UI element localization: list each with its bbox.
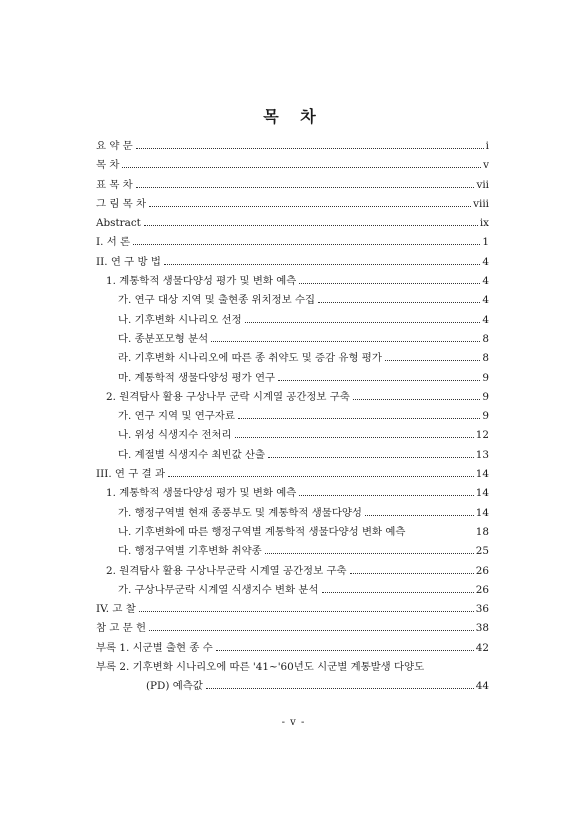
- toc-entry-page: vii: [476, 178, 489, 191]
- toc-entry[interactable]: [96, 581, 489, 600]
- toc-dot-leader: [139, 611, 474, 612]
- toc-entry[interactable]: [96, 484, 489, 503]
- toc-entry-label: 나. 기후변화 시나리오 선정: [118, 313, 242, 326]
- toc-dot-leader: [365, 515, 474, 516]
- toc-entry-page: ix: [479, 217, 489, 230]
- toc-entry[interactable]: [96, 214, 489, 233]
- toc-entry-page: 14: [475, 506, 489, 519]
- toc-entry-page: v: [483, 159, 489, 172]
- toc-entry-page: 14: [475, 487, 489, 500]
- toc-dot-leader: [144, 225, 478, 226]
- toc-entry-label: 다. 계절별 식생지수 최빈값 산출: [118, 448, 265, 461]
- toc-dot-leader: [353, 399, 481, 400]
- toc-entry-label: II. 연 구 방 법: [96, 255, 161, 268]
- toc-entry-page: 9: [482, 410, 489, 423]
- toc-entry[interactable]: [96, 369, 489, 388]
- toc-entry-page: 26: [475, 564, 489, 577]
- toc-entry-page: 13: [475, 448, 489, 461]
- toc-entry[interactable]: [96, 311, 489, 330]
- toc-entry-label: 나. 기후변화에 따른 행정구역별 계통학적 생물다양성 변화 예측: [118, 525, 406, 538]
- toc-entry[interactable]: [96, 407, 489, 426]
- toc-entry-label: 1. 계통학적 생물다양성 평가 및 변화 예측: [106, 487, 297, 500]
- toc-entry-label: 부록 1. 시군별 출현 종 수: [96, 641, 213, 654]
- toc-entry[interactable]: [96, 156, 489, 175]
- toc-dot-leader: [299, 283, 480, 284]
- toc-entry-label: 1. 계통학적 생물다양성 평가 및 변화 예측: [106, 275, 297, 288]
- toc-entry[interactable]: [96, 272, 489, 291]
- toc-entry-page: 4: [482, 255, 489, 268]
- toc-entry-label: 나. 위성 식생지수 전처리: [118, 429, 232, 442]
- toc-entry[interactable]: [96, 446, 489, 465]
- toc-dot-leader: [350, 573, 474, 574]
- toc-entry-label: 2. 원격탐사 활용 구상나무 군락 시계열 공간정보 구축: [106, 390, 350, 403]
- toc-entry-label: 참 고 문 헌: [96, 622, 147, 635]
- toc-dot-leader: [133, 244, 480, 245]
- toc-entry-page: viii: [473, 197, 489, 210]
- table-of-contents: [96, 137, 489, 697]
- toc-entry-page: 12: [475, 429, 489, 442]
- toc-entry-page: 42: [475, 641, 489, 654]
- page-title: 목 차: [263, 107, 324, 126]
- toc-dot-leader: [168, 476, 474, 477]
- toc-entry-label: 가. 연구 지역 및 연구자료: [118, 410, 235, 423]
- toc-entry[interactable]: [96, 542, 489, 561]
- toc-entry[interactable]: [96, 330, 489, 349]
- toc-dot-leader: [206, 688, 474, 689]
- toc-entry[interactable]: [96, 233, 489, 252]
- toc-entry-page: 14: [475, 468, 489, 481]
- toc-dot-leader: [265, 553, 474, 554]
- toc-entry-page: 4: [482, 275, 489, 288]
- toc-entry-label: 다. 종분포모형 분석: [118, 332, 209, 345]
- toc-entry-page: 38: [475, 622, 489, 635]
- toc-entry[interactable]: [96, 349, 489, 368]
- toc-dot-leader: [278, 380, 480, 381]
- toc-entry-page: 18: [475, 525, 489, 538]
- toc-entry-label: 요 약 문: [96, 140, 133, 152]
- toc-entry-label: 라. 기후변화 시나리오에 따른 종 취약도 및 증감 유형 평가: [118, 352, 382, 365]
- toc-dot-leader: [238, 418, 480, 419]
- toc-dot-leader: [216, 650, 474, 651]
- toc-dot-leader: [164, 264, 481, 265]
- toc-entry-label: 가. 연구 대상 지역 및 출현종 위치정보 수집: [118, 294, 316, 307]
- toc-entry[interactable]: [96, 562, 489, 581]
- toc-dot-leader: [268, 457, 474, 458]
- toc-entry-label: I. 서 론: [96, 236, 131, 249]
- toc-entry-label: 2. 원격탐사 활용 구상나무군락 시계열 공간정보 구축: [106, 564, 347, 577]
- toc-entry-label: 마. 계통학적 생물다양성 평가 연구: [118, 371, 276, 384]
- toc-dot-leader: [385, 360, 480, 361]
- toc-entry[interactable]: [96, 388, 489, 407]
- toc-entry-label: 가. 행정구역별 현재 종풍부도 및 계통학적 생물다양성: [118, 506, 362, 519]
- toc-entry-page: 4: [482, 294, 489, 307]
- toc-dot-leader: [299, 495, 473, 496]
- toc-entry-label: 부록 2. 기후변화 시나리오에 따른 '41~'60년도 시군별 계통발생 다양도: [96, 661, 425, 674]
- toc-entry[interactable]: [96, 195, 489, 214]
- toc-dot-leader: [322, 592, 474, 593]
- toc-entry[interactable]: [96, 504, 489, 523]
- toc-dot-leader: [211, 341, 480, 342]
- toc-entry-page: 4: [482, 313, 489, 326]
- toc-entry-label: IV. 고 찰: [96, 603, 136, 616]
- toc-entry-label: 그 림 목 차: [96, 197, 147, 210]
- toc-dot-leader: [235, 437, 474, 438]
- toc-entry[interactable]: [96, 426, 489, 445]
- toc-entry[interactable]: [96, 639, 489, 658]
- toc-entry-label: III. 연 구 결 과: [96, 468, 165, 481]
- toc-entry-page: 9: [482, 371, 489, 384]
- toc-entry-label: 목 차: [96, 159, 120, 172]
- toc-entry-page: 26: [475, 583, 489, 596]
- toc-entry[interactable]: [96, 677, 489, 696]
- toc-entry-label: 가. 구상나무군락 시계열 식생지수 변화 분석: [118, 583, 319, 596]
- toc-entry[interactable]: [96, 600, 489, 619]
- toc-entry-page: i: [485, 140, 489, 152]
- toc-entry-page: 8: [482, 352, 489, 365]
- toc-entry[interactable]: [96, 658, 489, 677]
- toc-entry-page: 9: [482, 390, 489, 403]
- toc-dot-leader: [149, 630, 474, 631]
- toc-entry[interactable]: [96, 253, 489, 272]
- toc-dot-leader: [318, 302, 480, 303]
- toc-entry-label: 다. 행정구역별 기후변화 취약종: [118, 545, 262, 558]
- toc-entry[interactable]: [96, 176, 489, 195]
- toc-dot-leader: [245, 322, 481, 323]
- toc-dot-leader: [149, 206, 471, 207]
- toc-entry-page: 8: [482, 332, 489, 345]
- toc-dot-leader: [136, 148, 484, 149]
- toc-dot-leader: [122, 167, 481, 168]
- toc-entry[interactable]: [96, 523, 489, 542]
- toc-entry-label: 표 목 차: [96, 178, 133, 191]
- toc-entry-label: (PD) 예측값: [146, 680, 203, 693]
- toc-entry[interactable]: [96, 465, 489, 484]
- toc-entry-page: 25: [475, 545, 489, 558]
- toc-entry[interactable]: [96, 137, 489, 156]
- toc-entry-page: 1: [482, 236, 489, 249]
- toc-entry-page: 36: [475, 603, 489, 616]
- toc-entry-label: Abstract: [96, 217, 141, 230]
- toc-entry[interactable]: [96, 291, 489, 310]
- page-number: - v -: [281, 717, 306, 728]
- toc-entry-page: 44: [475, 680, 489, 693]
- toc-entry[interactable]: [96, 619, 489, 638]
- toc-dot-leader: [136, 187, 475, 188]
